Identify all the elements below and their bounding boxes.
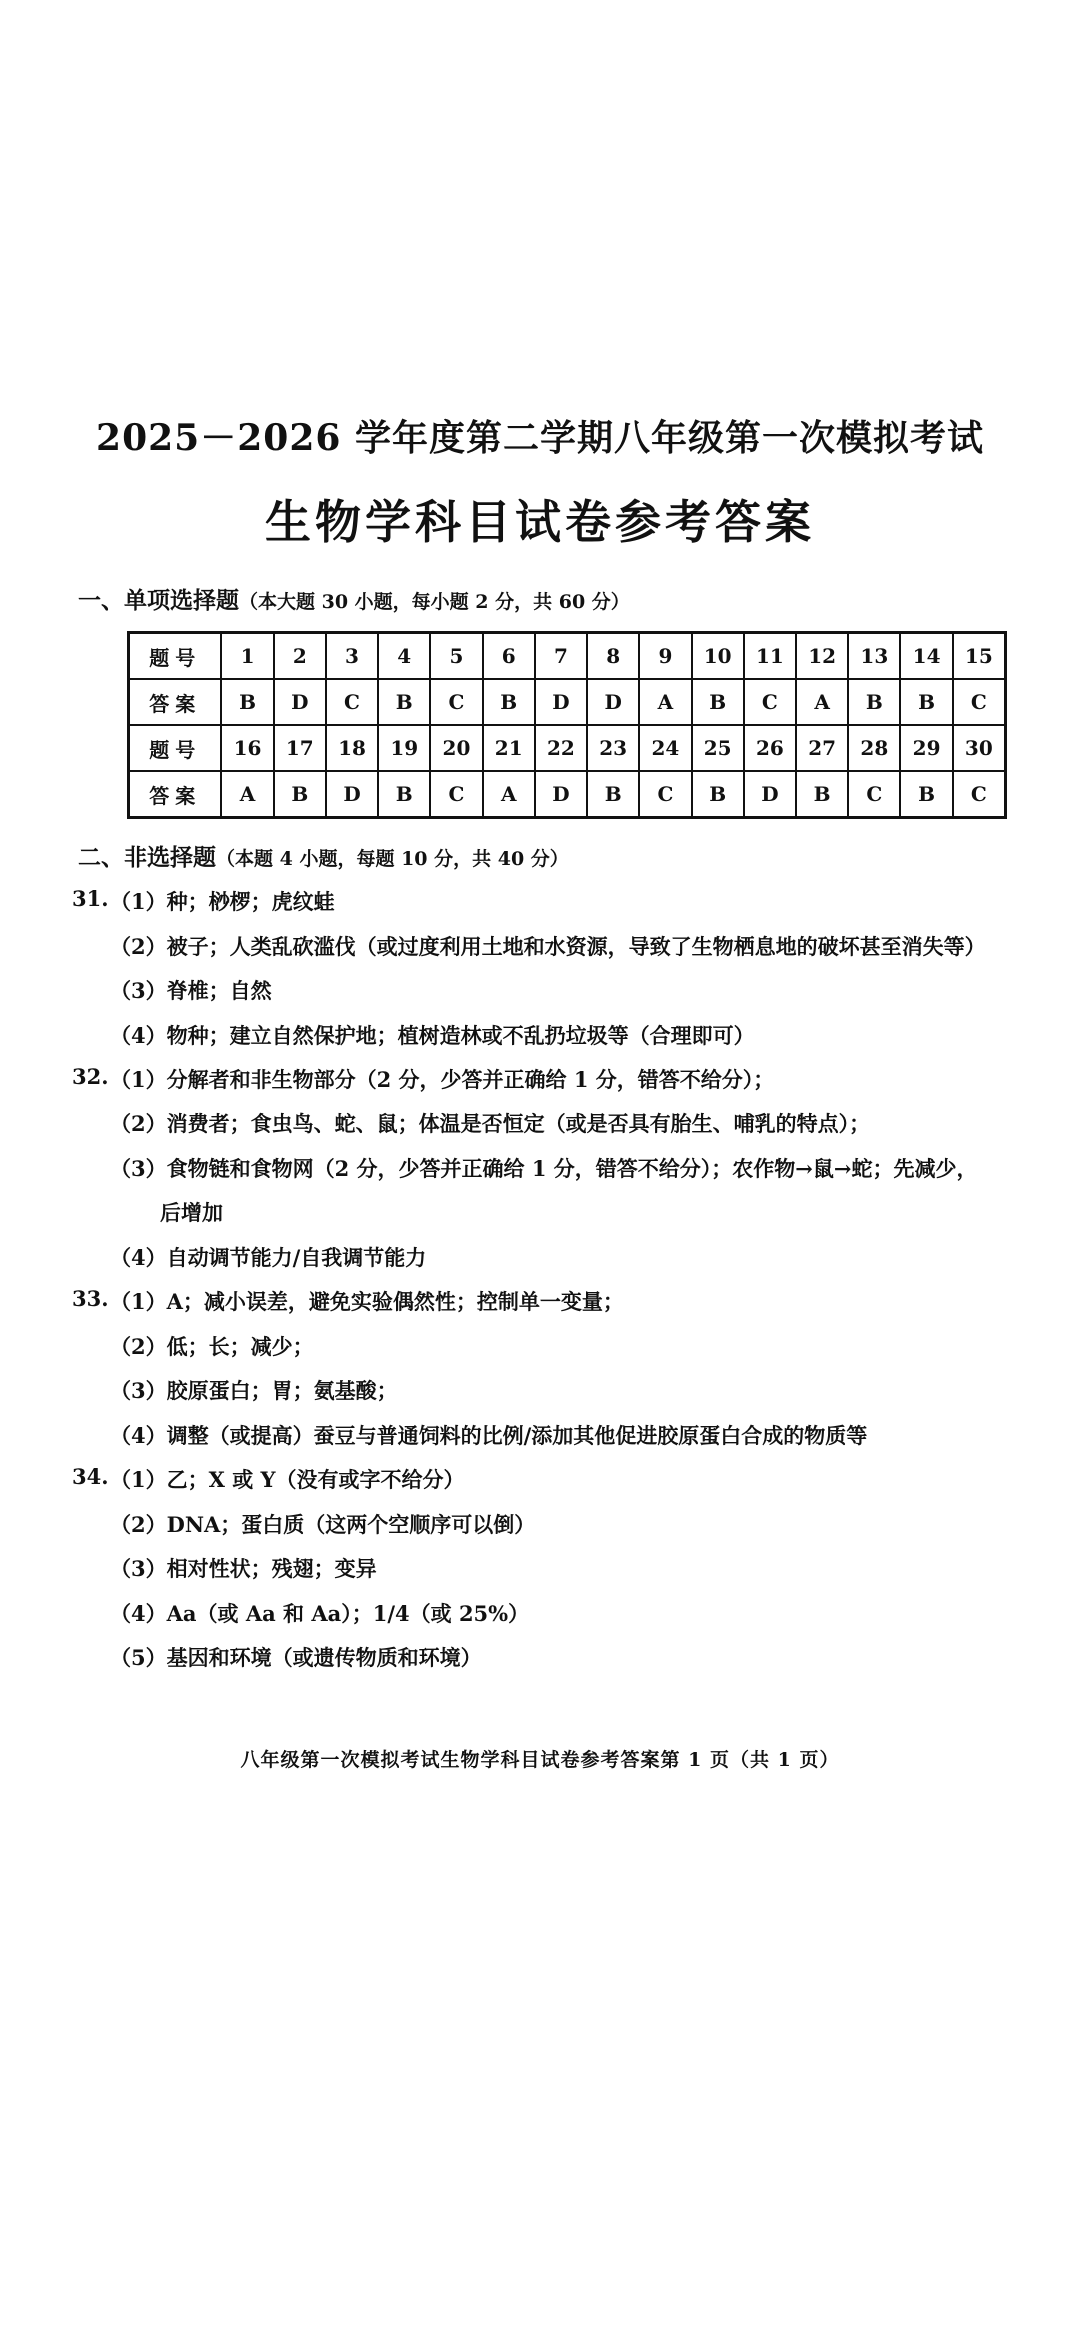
table-cell: D: [274, 679, 326, 725]
table-cell: C: [639, 771, 691, 818]
table-cell: B: [692, 771, 744, 818]
exam-title: 2025－2026 学年度第二学期八年级第一次模拟考试: [96, 417, 984, 459]
table-cell: 10: [692, 633, 744, 680]
table-cell: 14: [900, 633, 952, 680]
row-label: 答案: [129, 771, 222, 818]
table-cell: B: [900, 679, 952, 725]
row-label: 答案: [129, 679, 222, 725]
answer-31-3: （3）脊椎；自然: [110, 978, 272, 1003]
question-number-33: 33.: [72, 1286, 109, 1311]
answer-33-1: （1）A；减小误差，避免实验偶然性；控制单一变量；: [110, 1289, 624, 1314]
table-cell: B: [692, 679, 744, 725]
table-cell: B: [274, 771, 326, 818]
table-cell: C: [953, 771, 1006, 818]
question-number-32: 32.: [72, 1064, 109, 1089]
answer-33-4: （4）调整（或提高）蚕豆与普通饲料的比例/添加其他促进胶原蛋白合成的物质等: [110, 1423, 868, 1448]
table-cell: 16: [221, 725, 273, 771]
table-cell: B: [378, 679, 430, 725]
table-cell: 18: [326, 725, 378, 771]
table-cell: 3: [326, 633, 378, 680]
table-cell: 29: [900, 725, 952, 771]
table-row-answers-2: [129, 771, 1006, 818]
table-cell: B: [483, 679, 535, 725]
table-cell: 19: [378, 725, 430, 771]
table-cell: 27: [796, 725, 848, 771]
table-cell: 28: [848, 725, 900, 771]
table-cell: D: [587, 679, 639, 725]
question-number-31: 31.: [72, 886, 109, 911]
answer-34-4: （4）Aa（或 Aa 和 Aa）；1/4（或 25%）: [110, 1601, 530, 1626]
table-cell: 11: [744, 633, 796, 680]
table-cell: B: [378, 771, 430, 818]
table-cell: 1: [221, 633, 273, 680]
table-cell: B: [221, 679, 273, 725]
table-row-question-numbers-2: [129, 725, 1006, 771]
answer-33-2: （2）低；长；减少；: [110, 1334, 314, 1359]
table-cell: 5: [430, 633, 482, 680]
answer-32-4: （4）自动调节能力/自我调节能力: [110, 1245, 427, 1270]
table-cell: 22: [535, 725, 587, 771]
multiple-choice-answer-table: [127, 631, 1007, 819]
table-cell: B: [796, 771, 848, 818]
table-cell: 26: [744, 725, 796, 771]
table-cell: 30: [953, 725, 1006, 771]
answer-32-2: （2）消费者；食虫鸟、蛇、鼠；体温是否恒定（或是否具有胎生、哺乳的特点）；: [110, 1111, 871, 1136]
table-cell: D: [535, 679, 587, 725]
page-footer: 八年级第一次模拟考试生物学科目试卷参考答案第 1 页（共 1 页）: [240, 1749, 840, 1771]
section2-note: （本题 4 小题，每题 10 分，共 40 分）: [216, 848, 569, 870]
section2-title: 二、非选择题: [78, 844, 216, 871]
table-cell: 24: [639, 725, 691, 771]
answer-31-4: （4）物种；建立自然保护地；植树造林或不乱扔垃圾等（合理即可）: [110, 1023, 755, 1048]
table-cell: D: [326, 771, 378, 818]
table-cell: A: [639, 679, 691, 725]
table-cell: B: [587, 771, 639, 818]
table-cell: D: [535, 771, 587, 818]
question-number-34: 34.: [72, 1464, 109, 1489]
table-row-answers-1: [129, 679, 1006, 725]
table-cell: 6: [483, 633, 535, 680]
table-cell: 21: [483, 725, 535, 771]
table-cell: C: [430, 679, 482, 725]
table-cell: B: [900, 771, 952, 818]
table-cell: 7: [535, 633, 587, 680]
table-cell: C: [430, 771, 482, 818]
answer-34-1: （1）乙；X 或 Y（没有或字不给分）: [110, 1467, 465, 1492]
table-cell: 13: [848, 633, 900, 680]
answer-31-2: （2）被子；人类乱砍滥伐（或过度利用土地和水资源，导致了生物栖息地的破坏甚至消失等）: [110, 934, 986, 959]
table-cell: C: [744, 679, 796, 725]
answer-34-2: （2）DNA；蛋白质（这两个空顺序可以倒）: [110, 1512, 536, 1537]
row-label: 题号: [129, 725, 222, 771]
row-label: 题号: [129, 633, 222, 680]
answer-32-1: （1）分解者和非生物部分（2 分，少答并正确给 1 分，错答不给分）；: [110, 1067, 775, 1092]
table-cell: 9: [639, 633, 691, 680]
table-cell: C: [848, 771, 900, 818]
table-row-question-numbers-1: [129, 633, 1006, 680]
answer-31-1: （1）种；桫椤；虎纹蛙: [110, 889, 335, 914]
answer-34-5: （5）基因和环境（或遗传物质和环境）: [110, 1645, 482, 1670]
table-cell: B: [848, 679, 900, 725]
table-cell: C: [953, 679, 1006, 725]
table-cell: 4: [378, 633, 430, 680]
table-cell: 15: [953, 633, 1006, 680]
table-cell: 2: [274, 633, 326, 680]
table-cell: D: [744, 771, 796, 818]
answer-34-3: （3）相对性状；残翅；变异: [110, 1556, 377, 1581]
section1-heading: [78, 582, 630, 615]
section1-title: 一、单项选择题: [78, 587, 239, 614]
document-title: 生物学科目试卷参考答案: [265, 495, 815, 549]
table-cell: A: [796, 679, 848, 725]
table-cell: 23: [587, 725, 639, 771]
table-cell: A: [221, 771, 273, 818]
section1-note: （本大题 30 小题，每小题 2 分，共 60 分）: [239, 591, 630, 613]
answer-32-3: （3）食物链和食物网（2 分，少答并正确给 1 分，错答不给分）；农作物→鼠→蛇；先减少，: [110, 1156, 978, 1181]
table-cell: 25: [692, 725, 744, 771]
table-cell: A: [483, 771, 535, 818]
table-cell: 20: [430, 725, 482, 771]
answer-32-3-continued: 后增加: [160, 1200, 223, 1225]
table-cell: 12: [796, 633, 848, 680]
answer-33-3: （3）胶原蛋白；胃；氨基酸；: [110, 1378, 398, 1403]
table-cell: 17: [274, 725, 326, 771]
table-cell: C: [326, 679, 378, 725]
section2-heading: [78, 839, 569, 872]
table-cell: 8: [587, 633, 639, 680]
